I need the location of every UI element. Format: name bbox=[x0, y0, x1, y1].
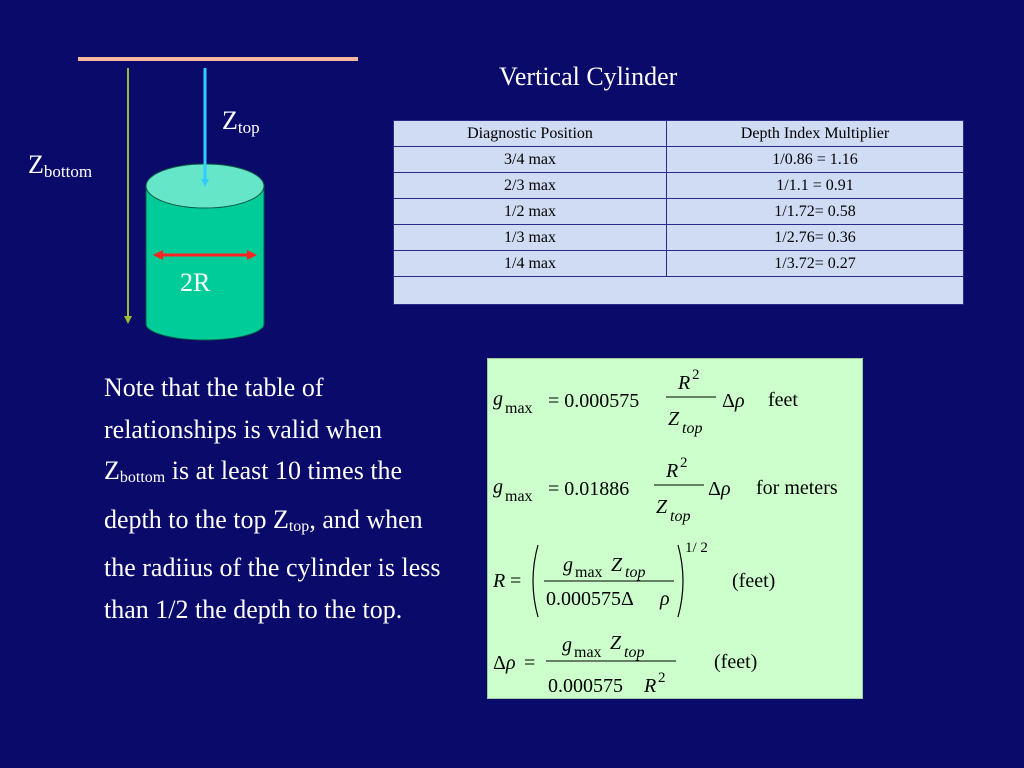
table-cell: 1/3 max bbox=[394, 225, 667, 251]
equation-gmax-feet bbox=[493, 367, 798, 437]
svg-text:max: max bbox=[505, 488, 533, 505]
zbottom-label: $Z_{bottom}$ bbox=[28, 150, 93, 181]
svg-text:=: = bbox=[524, 652, 536, 674]
table-cell: 1/0.86 = 1.16 bbox=[667, 147, 964, 173]
svg-text:g: g bbox=[493, 476, 503, 498]
radius-label: 2R bbox=[180, 268, 211, 297]
svg-text:R: R bbox=[644, 675, 657, 697]
svg-text:R: R bbox=[678, 372, 691, 394]
equation-unit: feet bbox=[768, 389, 798, 411]
table-cell: 1/2 max bbox=[394, 199, 667, 225]
svg-text:0.000575: 0.000575 bbox=[548, 675, 623, 697]
table-header: Diagnostic Position bbox=[394, 121, 667, 147]
table-row bbox=[394, 225, 964, 251]
equation-gmax-meters bbox=[493, 455, 838, 525]
svg-text:ρ: ρ bbox=[721, 478, 731, 500]
svg-text:2: 2 bbox=[680, 455, 688, 471]
slide-title: Vertical Cylinder bbox=[499, 62, 678, 91]
equation-unit: for meters bbox=[756, 477, 838, 499]
equation-radius bbox=[492, 540, 775, 617]
table-row bbox=[394, 147, 964, 173]
svg-text:= 0.01886: = 0.01886 bbox=[548, 478, 630, 500]
svg-text:Z: Z bbox=[656, 496, 668, 518]
svg-text:0.000575Δ: 0.000575Δ bbox=[546, 588, 634, 610]
svg-text:ρ: ρ bbox=[660, 588, 670, 610]
ztop-label: $Z_{top}$ bbox=[222, 106, 260, 137]
svg-text:g: g bbox=[562, 634, 572, 656]
equation-unit: (feet) bbox=[732, 570, 776, 592]
table-cell: 1/3.72= 0.27 bbox=[667, 251, 964, 277]
svg-text:Δ: Δ bbox=[708, 478, 721, 500]
svg-text:1/ 2: 1/ 2 bbox=[685, 540, 708, 556]
svg-text:Z: Z bbox=[611, 554, 623, 576]
svg-text:R: R bbox=[666, 460, 679, 482]
svg-text:Δ: Δ bbox=[722, 390, 735, 412]
svg-text:ρ: ρ bbox=[506, 652, 516, 674]
equations-box bbox=[487, 358, 863, 699]
equation-unit: (feet) bbox=[714, 651, 758, 673]
svg-text:top: top bbox=[624, 644, 645, 661]
table-cell: 1/1.1 = 0.91 bbox=[667, 173, 964, 199]
svg-text:g: g bbox=[493, 388, 503, 410]
table-empty-row bbox=[394, 277, 964, 305]
table-row bbox=[394, 251, 964, 277]
svg-text:g: g bbox=[563, 554, 573, 576]
svg-text:= 0.000575: = 0.000575 bbox=[548, 390, 640, 412]
svg-text:max: max bbox=[505, 400, 533, 417]
svg-text:top: top bbox=[625, 564, 646, 581]
svg-text:R: R bbox=[493, 570, 506, 592]
svg-text:Δ: Δ bbox=[493, 652, 506, 674]
equation-density-contrast bbox=[493, 632, 757, 697]
table-cell: 1/2.76= 0.36 bbox=[667, 225, 964, 251]
table-row bbox=[394, 173, 964, 199]
validity-note: Note that the table of relationships is valid when $Z_{bottom}$ is at least 10 times the depth to the top $Z_{top}$, and when the radiius of the cylinder is less than 1/2 the depth to the top. bbox=[104, 373, 441, 624]
table-header-row bbox=[394, 121, 964, 147]
depth-index-table bbox=[393, 120, 964, 305]
table-cell: 1/1.72= 0.58 bbox=[667, 199, 964, 225]
svg-text:top: top bbox=[670, 508, 691, 525]
svg-text:top: top bbox=[682, 420, 703, 437]
table-cell: 1/4 max bbox=[394, 251, 667, 277]
svg-text:Z: Z bbox=[610, 632, 622, 654]
svg-text:=: = bbox=[510, 570, 522, 592]
svg-text:Z: Z bbox=[668, 408, 680, 430]
table-cell: 2/3 max bbox=[394, 173, 667, 199]
table-cell: 3/4 max bbox=[394, 147, 667, 173]
svg-text:ρ: ρ bbox=[735, 390, 745, 412]
svg-text:max: max bbox=[574, 644, 602, 661]
table-header: Depth Index Multiplier bbox=[667, 121, 964, 147]
svg-text:2: 2 bbox=[692, 367, 700, 383]
table-empty-cell bbox=[394, 277, 964, 305]
svg-text:max: max bbox=[575, 564, 603, 581]
cylinder bbox=[146, 164, 264, 340]
svg-text:2: 2 bbox=[658, 670, 666, 686]
table-row bbox=[394, 199, 964, 225]
